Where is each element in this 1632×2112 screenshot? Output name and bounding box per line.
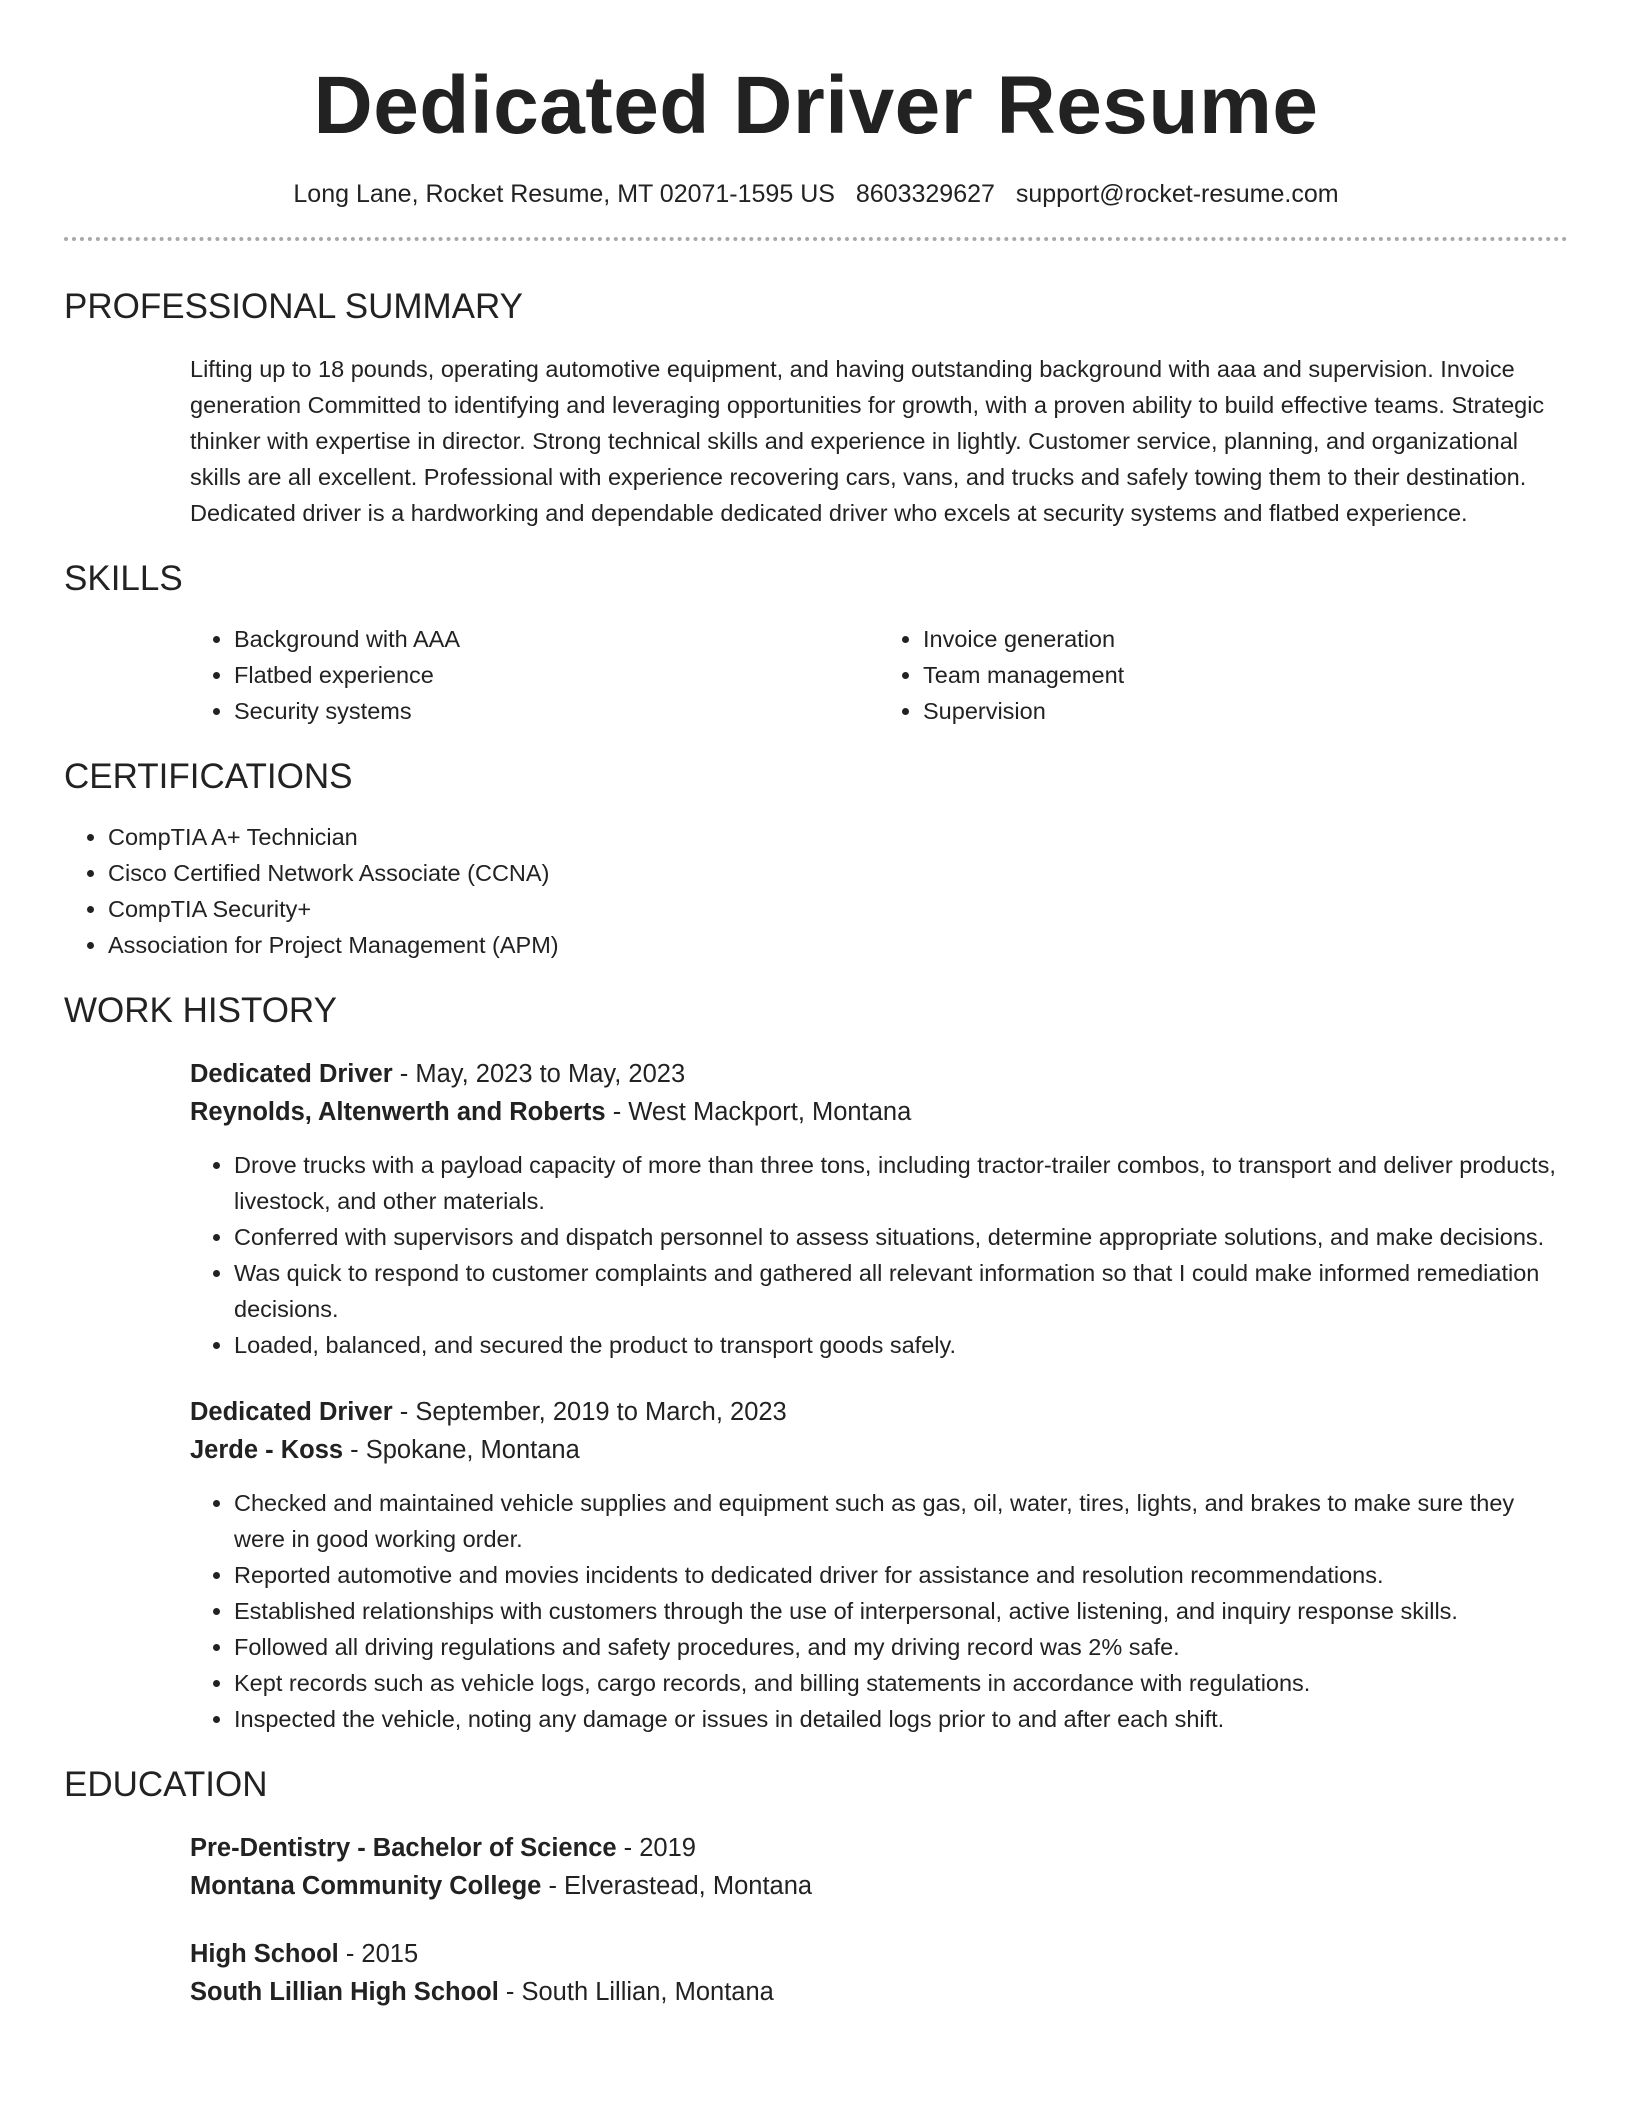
education-school: South Lillian High School [190, 1978, 499, 2006]
job-title-line [190, 1393, 1568, 1431]
education-degree-line [190, 1935, 1568, 1973]
job-company: Reynolds, Altenwerth and Roberts [190, 1098, 606, 1126]
job-company-line [190, 1093, 1568, 1131]
contact-line [64, 178, 1568, 210]
job-duties [190, 1147, 1568, 1363]
duty-item: • Was quick to respond to customer complaints and gathered all relevant information so that I could make informed remediation decisions. [234, 1255, 1568, 1327]
skill-item: • Security systems [234, 693, 879, 729]
skill-item: • Background with AAA [234, 621, 879, 657]
certification-item: • Association for Project Management (APM) [108, 927, 1568, 963]
certification-item: • Cisco Certified Network Associate (CCNA) [108, 855, 1568, 891]
duty-item: • Reported automotive and movies incidents to dedicated driver for assistance and resolution recommendations. [234, 1557, 1568, 1593]
education-school: Montana Community College [190, 1872, 542, 1900]
education-degree: Pre-Dentistry - Bachelor of Science [190, 1834, 617, 1862]
certification-item: • CompTIA Security+ [108, 891, 1568, 927]
education-year: - 2019 [616, 1834, 696, 1862]
education-location: - Elverastead, Montana [541, 1872, 813, 1900]
skill-item: • Team management [923, 657, 1568, 693]
skills-heading: SKILLS [64, 559, 183, 598]
education-location: - South Lillian, Montana [498, 1978, 774, 2006]
contact-email: support@rocket-resume.com [1015, 180, 1339, 208]
education-school-line [190, 1973, 1568, 2011]
summary-heading: PROFESSIONAL SUMMARY [64, 287, 523, 326]
skills-list [190, 621, 1568, 729]
job-company-line [190, 1431, 1568, 1469]
work-section [64, 989, 1568, 1737]
duty-item: • Followed all driving regulations and safety procedures, and my driving record was 2% safe. [234, 1629, 1568, 1665]
skill-item: • Invoice generation [923, 621, 1568, 657]
skills-column-left [190, 621, 879, 729]
education-entry [190, 1829, 1568, 1905]
duty-item: • Loaded, balanced, and secured the product to transport goods safely. [234, 1327, 1568, 1363]
skills-section [64, 557, 1568, 729]
skill-item: • Supervision [923, 693, 1568, 729]
job-entry [190, 1393, 1568, 1737]
education-school-line [190, 1867, 1568, 1905]
certifications-list [64, 819, 1568, 963]
education-heading: EDUCATION [64, 1765, 268, 1804]
summary-section [64, 285, 1568, 531]
job-duties [190, 1485, 1568, 1737]
job-title-line [190, 1055, 1568, 1093]
skills-column-right [879, 621, 1568, 729]
contact-phone: 8603329627 [855, 180, 995, 208]
duty-item: • Established relationships with customers through the use of interpersonal, active listening, and inquiry response skills. [234, 1593, 1568, 1629]
job-entry [190, 1055, 1568, 1363]
certifications-heading: CERTIFICATIONS [64, 757, 353, 796]
work-heading: WORK HISTORY [64, 991, 337, 1030]
duty-item: • Checked and maintained vehicle supplies and equipment such as gas, oil, water, tires, lights, and brakes to make sure they were in good working order. [234, 1485, 1568, 1557]
certification-item: • CompTIA A+ Technician [108, 819, 1568, 855]
job-company: Jerde - Koss [190, 1436, 344, 1464]
education-degree: High School [190, 1940, 339, 1968]
contact-address: Long Lane, Rocket Resume, MT 02071-1595 US [293, 180, 835, 208]
duty-item: • Kept records such as vehicle logs, cargo records, and billing statements in accordance with regulations. [234, 1665, 1568, 1701]
duty-item: • Drove trucks with a payload capacity of more than three tons, including tractor-trailer combos, to transport and deliver products, livestock, and other materials. [234, 1147, 1568, 1219]
job-dates: - September, 2019 to March, 2023 [392, 1398, 787, 1426]
duty-item: • Inspected the vehicle, noting any damage or issues in detailed logs prior to and after each shift. [234, 1701, 1568, 1737]
job-title: Dedicated Driver [190, 1060, 393, 1088]
summary-text: Lifting up to 18 pounds, operating automotive equipment, and having outstanding background with aaa and supervision. Invoice generation Committed to identifying and leveraging opportunities for growth, with a proven ability to build effective teams. Strategic thinker with expertise in director. Strong technical skills and experience in lightly. Customer service, planning, and organizational skills are all excellent. Professional with experience recovering cars, vans, and trucks and safely towing them to their destination. Dedicated driver is a hardworking and dependable dedicated driver who excels at security systems and flatbed experience. [190, 356, 1545, 526]
job-location: - West Mackport, Montana [605, 1098, 912, 1126]
job-location: - Spokane, Montana [343, 1436, 580, 1464]
header-divider [64, 237, 1568, 241]
certifications-section [64, 755, 1568, 963]
education-degree-line [190, 1829, 1568, 1867]
job-dates: - May, 2023 to May, 2023 [392, 1060, 686, 1088]
duty-item: • Conferred with supervisors and dispatch personnel to assess situations, determine appropriate solutions, and make decisions. [234, 1219, 1568, 1255]
education-entry [190, 1935, 1568, 2011]
education-section [64, 1763, 1568, 2011]
resume-title: Dedicated Driver Resume [313, 60, 1319, 151]
education-year: - 2015 [338, 1940, 419, 1968]
skill-item: • Flatbed experience [234, 657, 879, 693]
job-title: Dedicated Driver [190, 1398, 393, 1426]
